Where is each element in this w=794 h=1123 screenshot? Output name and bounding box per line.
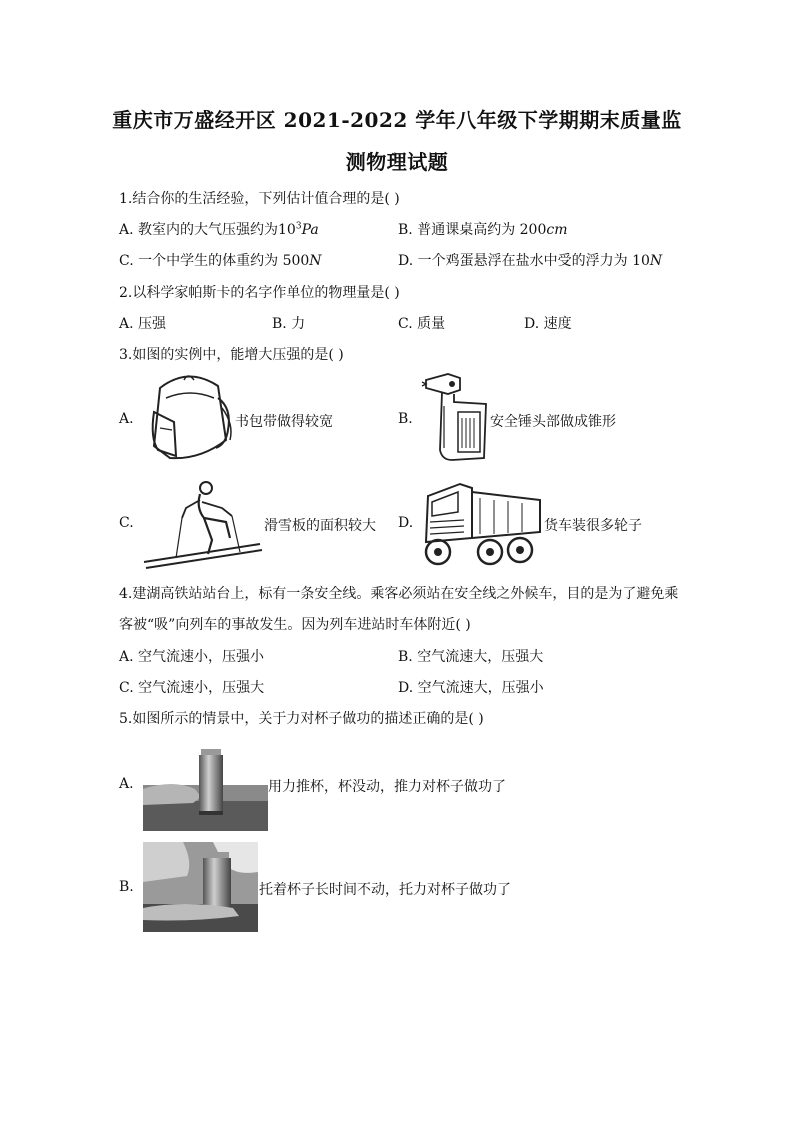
q4-stem-line1: 4.建湖高铁站站台上，标有一条安全线。乘客必须站在安全线之外候车，目的是为了避免乘 [119,586,679,602]
q1-option-c-unit: N [309,253,322,269]
q5-option-b-letter: B. [119,879,134,895]
q1-option-a [119,219,319,239]
q4-option-d: D. 空气流速大，压强小 [398,680,544,696]
q2-option-a: A. 压强 [119,316,167,332]
q3-option-b-text: 安全锤头部做成锥形 [490,414,616,430]
skier-icon [142,478,264,570]
truck-icon [420,476,544,570]
q1-stem: 1.结合你的生活经验，下列估计值合理的是( ) [119,191,400,207]
q1-option-b-unit: cm [546,222,568,238]
page-title-line2: 测物理试题 [345,150,449,174]
q3-option-d-letter: D. [398,515,414,531]
q2-option-d: D. 速度 [524,316,572,332]
q1-option-a-text: A. 教室内的大气压强约为 [119,222,279,238]
cup-hold-photo [143,842,258,932]
q2-option-b: B. 力 [272,316,306,332]
q3-option-a-letter: A. [119,411,134,427]
q5-option-b-text: 托着杯子长时间不动，托力对杯子做功了 [259,882,511,898]
q4-option-b: B. 空气流速大，压强大 [398,649,544,665]
q1-option-b-text: B. 普通课桌高约为 200 [398,222,547,238]
safety-hammer-icon [420,370,490,466]
q3-option-a-text: 书包带做得较宽 [235,414,333,430]
q1-option-d [398,250,662,270]
q4-stem-line2: 客被“吸”向列车的事故发生。因为列车进站时车体附近( ) [119,617,471,633]
q1-option-a-unit: Pa [301,222,319,238]
q5-stem: 5.如图所示的情景中，关于力对杯子做功的描述正确的是( ) [119,711,484,727]
q4-option-a: A. 空气流速小，压强小 [119,649,265,665]
q1-option-d-unit: N [649,253,663,269]
q3-stem: 3.如图的实例中，能增大压强的是( ) [119,347,344,363]
q3-option-c-text: 滑雪板的面积较大 [264,518,376,534]
q1-option-c-text: C. 一个中学生的体重约为 500 [119,253,310,269]
q3-option-d-text: 货车装很多轮子 [544,518,642,534]
q2-stem: 2.以科学家帕斯卡的名字作单位的物理量是( ) [119,285,400,301]
q1-option-c [119,250,322,270]
q4-option-c: C. 空气流速小，压强大 [119,680,265,696]
q3-option-c-letter: C. [119,515,134,531]
q3-option-b-letter: B. [398,411,413,427]
q1-option-a-exponent: 3 [295,221,302,232]
q5-option-a-text: 用力推杯，杯没动，推力对杯子做功了 [268,779,506,795]
backpack-icon [140,368,236,468]
q2-option-c: C. 质量 [398,316,446,332]
q1-option-b [398,219,568,239]
q5-option-a-letter: A. [119,776,134,792]
cup-push-photo [143,745,268,831]
page-title-line1: 重庆市万盛经开区 2021-2022 学年八年级下学期期末质量监 [112,108,682,132]
q1-option-a-value: 10 [278,222,296,238]
q1-option-d-text: D. 一个鸡蛋悬浮在盐水中受的浮力为 10 [398,253,650,269]
